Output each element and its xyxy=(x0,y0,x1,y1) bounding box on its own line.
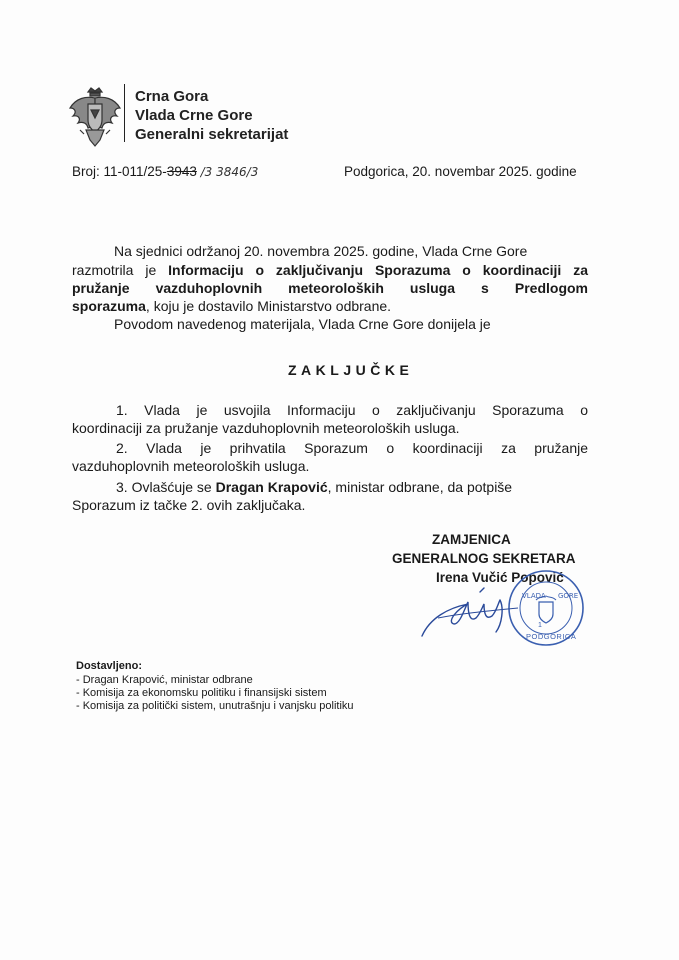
reference-number-prefix: Broj: 11-011/25- xyxy=(72,164,167,179)
svg-text:VLADA: VLADA xyxy=(522,592,546,600)
conclusion-3-line-1 xyxy=(116,479,512,496)
header-secretariat: Generalni sekretarijat xyxy=(135,126,289,143)
conclusion-1-line-1: 1. Vlada je usvojila Informaciju o zaključivanju Sporazuma o xyxy=(116,402,588,418)
reference-number xyxy=(72,164,258,179)
intro-line-4 xyxy=(72,298,391,315)
intro-line-4-bold: sporazuma xyxy=(72,298,146,314)
reference-number-struck: 3943 xyxy=(166,164,197,179)
conclusions-title: ZAKLJUČKE xyxy=(288,362,414,378)
conclusion-2-line-1: 2. Vlada je prihvatila Sporazum o koordinaciji za pružanje xyxy=(116,440,588,456)
header-divider xyxy=(124,84,125,142)
intro-line-2-bold: Informaciju o zaključivanju Sporazuma o koordinaciji za xyxy=(168,262,588,278)
conclusion-3-text-a: 3. Ovlašćuje se xyxy=(116,479,216,495)
coat-of-arms-icon xyxy=(66,86,124,150)
stamp-city: PODGORICA xyxy=(526,632,577,641)
reference-number-handwritten: /3 3846/3 xyxy=(200,165,259,179)
header-country: Crna Gora xyxy=(135,88,209,105)
conclusion-2-line-2: vazduhoplovnih meteoroloških usluga. xyxy=(72,458,310,474)
stamp-number: 1 xyxy=(538,622,542,629)
conclusion-3-bold: Dragan Krapović xyxy=(215,479,328,495)
distribution-item-3: - Komisija za politički sistem, unutrašnju i vanjsku politiku xyxy=(76,700,354,712)
distribution-label: Dostavljeno: xyxy=(76,660,143,672)
conclusion-1-line-2: koordinaciji za pružanje vazduhoplovnih meteoroloških usluga. xyxy=(72,420,460,436)
conclusion-3-line-2: Sporazum iz tačke 2. ovih zaključaka. xyxy=(72,497,306,513)
signature-title-2: GENERALNOG SEKRETARA xyxy=(392,551,576,566)
intro-line-5: Povodom navedenog materijala, Vlada Crne Gore donijela je xyxy=(114,316,491,332)
intro-line-2 xyxy=(72,262,588,279)
intro-line-3: pružanje vazduhoplovnih meteoroloških usluga s Predlogom xyxy=(72,280,588,296)
header-government: Vlada Crne Gore xyxy=(135,107,253,124)
signature-title-1: ZAMJENICA xyxy=(432,532,511,547)
handwritten-signature-icon xyxy=(418,578,536,642)
intro-line-2-normal: razmotrila je xyxy=(72,262,169,278)
intro-line-4-normal: , koju je dostavilo Ministarstvo odbrane. xyxy=(145,298,392,314)
intro-line-1: Na sjednici održanoj 20. novembra 2025. godine, Vlada Crne Gore xyxy=(114,243,528,259)
signature-name: Irena Vučić Popović xyxy=(436,570,564,585)
conclusion-3-text-b: , ministar odbrane, da potpiše xyxy=(327,479,513,495)
document-date: Podgorica, 20. novembar 2025. godine xyxy=(344,164,577,179)
distribution-item-2: - Komisija za ekonomsku politiku i finansijski sistem xyxy=(76,687,327,699)
distribution-item-1: - Dragan Krapović, ministar odbrane xyxy=(76,674,253,686)
svg-text:GORE: GORE xyxy=(558,592,579,600)
